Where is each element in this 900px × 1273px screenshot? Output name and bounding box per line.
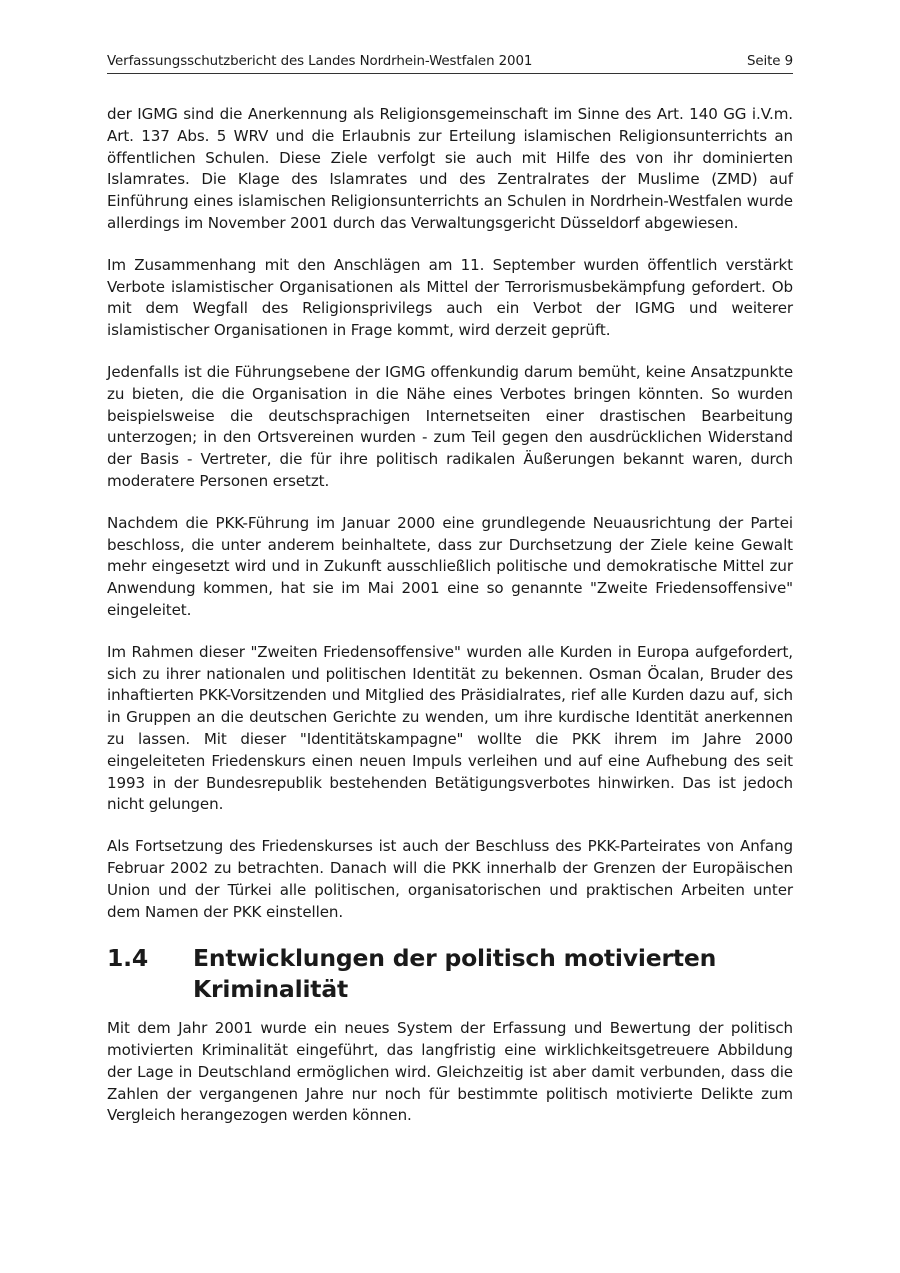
section-heading bbox=[107, 943, 793, 1004]
header-title: Verfassungsschutzbericht des Landes Nordrhein-Westfalen 2001 bbox=[107, 54, 533, 69]
section-number: 1.4 bbox=[107, 944, 149, 973]
paragraph: der IGMG sind die Anerkennung als Religionsgemeinschaft im Sinne des Art. 140 GG i.V.m. Art. 137 Abs. 5 WRV und die Erlaubnis zur Erteilung islamischen Religionsunterrichts an öffentlichen Schulen. Diese Ziele verfolgt sie auch mit Hilfe des von ihr dominierten Islamrates. Die Klage des Islamrates und des Zentralrates der Muslime (ZMD) auf Einführung eines islamischen Religionsunterrichts an Schulen in Nordrhein-Westfalen wurde allerdings im November 2001 durch das Verwaltungsgericht Düsseldorf abgewiesen. bbox=[107, 105, 793, 232]
page-number: Seite 9 bbox=[746, 54, 793, 69]
section-title: Entwicklungen der politisch motivierten Kriminalität bbox=[193, 944, 717, 1003]
paragraph: Im Zusammenhang mit den Anschlägen am 11. September wurden öffentlich verstärkt Verbote islamistischer Organisationen als Mittel der Terrorismusbekämpfung gefordert. Ob mit dem Wegfall des Religionsprivilegs auch ein Verbot der IGMG und weiterer islamistischer Organisationen in Frage kommt, wird derzeit geprüft. bbox=[107, 255, 793, 340]
paragraph: Mit dem Jahr 2001 wurde ein neues System der Erfassung und Bewertung der politisch motivierten Kriminalität eingeführt, das langfristig eine wirklichkeitsgetreuere Abbildung der Lage in Deutschland ermöglichen wird. Gleichzeitig ist aber damit verbunden, dass die Zahlen der vergangenen Jahre nur noch für bestimmte politisch motivierte Delikte zum Vergleich herangezogen werden können. bbox=[107, 1019, 793, 1125]
paragraph: Im Rahmen dieser "Zweiten Friedensoffensive" wurden alle Kurden in Europa aufgefordert, sich zu ihrer nationalen und politischen Identität zu bekennen. Osman Öcalan, Bruder des inhaftierten PKK-Vorsitzenden und Mitglied des Präsidialrates, rief alle Kurden dazu auf, sich in Gruppen an die deutschen Gerichte zu wenden, um ihre kurdische Identität anerkennen zu lassen. Mit dieser "Identitätskampagne" wollte die PKK ihrem im Jahre 2000 eingeleiteten Friedenskurs einen neuen Impuls verleihen und auf eine Aufhebung des seit 1993 in der Bundesrepublik bestehenden Betätigungsverbotes hinwirken. Das ist jedoch nicht gelungen. bbox=[107, 642, 793, 814]
paragraph: Nachdem die PKK-Führung im Januar 2000 eine grundlegende Neuausrichtung der Partei beschloss, die unter anderem beinhaltete, dass zur Durchsetzung der Ziele keine Gewalt mehr eingesetzt wird und in Zukunft ausschließlich politische und demokratische Mittel zur Anwendung kommen, hat sie im Mai 2001 eine so genannte "Zweite Friedensoffensive" eingeleitet. bbox=[107, 513, 793, 619]
page-header bbox=[107, 53, 793, 74]
body-text bbox=[107, 104, 793, 1147]
paragraph: Jedenfalls ist die Führungsebene der IGMG offenkundig darum bemüht, keine Ansatzpunkte zu bieten, die die Organisation in die Nähe eines Verbotes bringen könnten. So wurden beispielsweise die deutschsprachigen Internetseiten einer drastischen Bearbeitung unterzogen; in den Ortsvereinen wurden - zum Teil gegen den ausdrücklichen Widerstand der Basis - Vertreter, die für ihre politisch radikalen Äußerungen bekannt waren, durch moderatere Personen ersetzt. bbox=[107, 362, 793, 490]
paragraph: Als Fortsetzung des Friedenskurses ist auch der Beschluss des PKK-Parteirates von Anfang Februar 2002 zu betrachten. Danach will die PKK innerhalb der Grenzen der Europäischen Union und der Türkei alle politischen, organisatorischen und praktischen Arbeiten unter dem Namen der PKK einstellen. bbox=[107, 837, 793, 921]
